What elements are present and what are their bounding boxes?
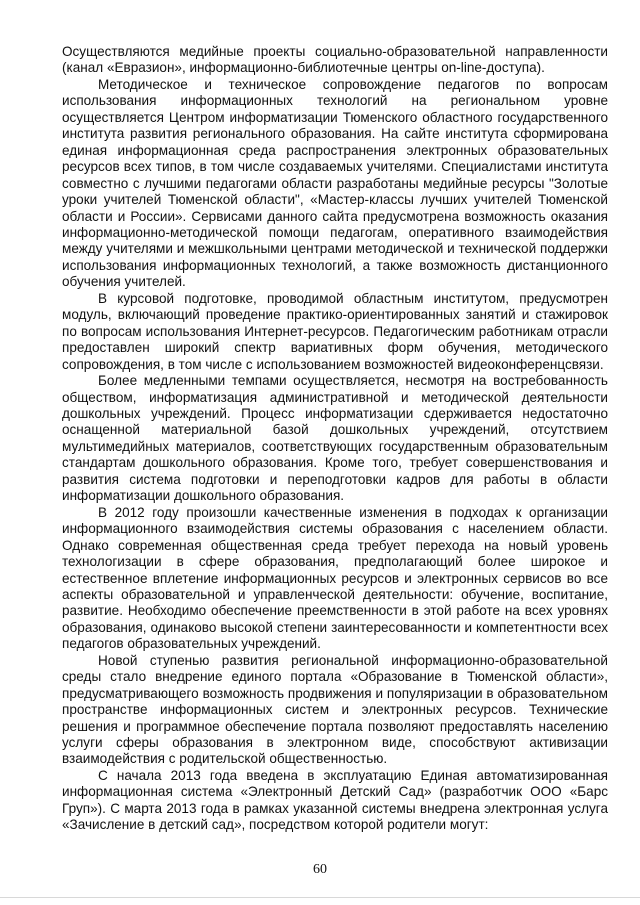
paragraph-preschool-informatization: Более медленными темпами осуществляется, несмотря на востребованность обществом, информатизация административной и методической деятельности дошкольных учреждений. Процесс информатизации сдерживается недостаточно оснащенной материальной базой дошкольных учреждений, отсутствием мультимедийных материалов, соответствующих государственным образовательным стандартам дошкольного образования. Кроме того, требует совершенствования и развития система подготовки и переподготовки кадров для работы в области информатизации дошкольного образования. [62, 373, 608, 504]
paragraph-methodical-support: Методическое и техническое сопровождение педагогов по вопросам использования информационных технологий на региональном уровне осуществляется Центром информатизации Тюменского областного государственного института развития регионального образования. На сайте института сформирована единая информационная среда распространения электронных образовательных ресурсов всех типов, в том числе создаваемых учителями. Специалистами института совместно с лучшими педагогами области разработаны медийные ресурсы "Золотые уроки учителей Тюменской области", «Мастер-классы лучших учителей Тюменской области и России». Сервисами данного сайта предусмотрена возможность оказания информационно-методической помощи педагогам, оперативного взаимодействия между учителями и межшкольными центрами методической и технической поддержки использования информационных технологий, а также возможность дистанционного обучения учителей. [62, 76, 608, 290]
paragraph-course-training: В курсовой подготовке, проводимой областным институтом, предусмотрен модуль, включающий проведение практико-ориентированных занятий и стажировок по вопросам использования Интернет-ресурсов. Педагогическим работникам отрасли предоставлен широкий спектр вариативных форм обучения, методического сопровождения, в том числе с использованием возможностей видеоконференцсвязи. [62, 290, 608, 372]
document-page [62, 44, 608, 834]
paragraph-2012-changes: В 2012 году произошли качественные изменения в подходах к организации информационного взаимодействия системы образования с населением области. Однако современная общественная среда требует перехода на новый уровень технологизации в сфере образования, предполагающий более широкое и естественное вплетение информационных ресурсов и электронных сервисов во все аспекты образовательной и управленческой деятельности: обучение, воспитание, развитие. Необходимо обеспечение преемственности в этой работе на всех уровнях образования, одинаково высокой степени заинтересованности и компетентности всех педагогов образовательных учреждений. [62, 504, 608, 652]
paragraph-portal: Новой ступенью развития региональной информационно-образовательной среды стало внедрение единого портала «Образование в Тюменской области», предусматривающего возможность продвижения и популяризации в образовательном пространстве информационных систем и электронных ресурсов. Технические решения и программное обеспечение портала позволяют предоставлять населению услуги сферы образования в электронном виде, способствуют активизации взаимодействия с родительской общественностью. [62, 652, 608, 767]
paragraph-electronic-kindergarten: С начала 2013 года введена в эксплуатацию Единая автоматизированная информационная система «Электронный Детский Сад» (разработчик ООО «Барс Груп»). С марта 2013 года в рамках указанной системы внедрена электронная услуга «Зачисление в детский сад», посредством которой родители могут: [62, 767, 608, 833]
page-number: 60 [313, 862, 327, 877]
paragraph-media-projects: Осуществляются медийные проекты социально-образовательной направленности (канал «Евразион», информационно-библиотечные центры on-line-доступа). [62, 44, 608, 76]
bottom-divider [0, 897, 640, 898]
